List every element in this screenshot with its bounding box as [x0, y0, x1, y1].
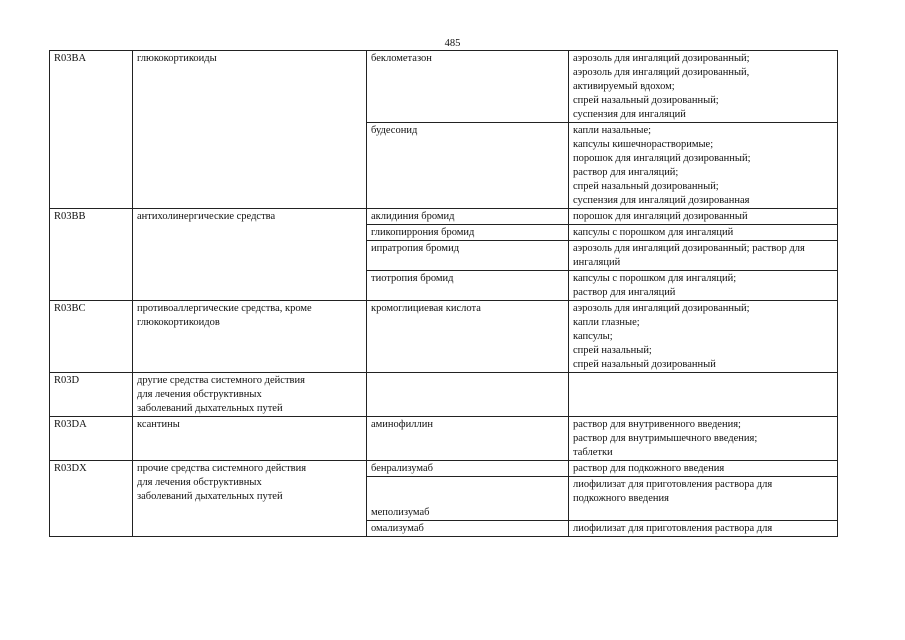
page-number: 485 — [444, 38, 461, 49]
dosage-form: раствор для подкожного введения — [573, 463, 725, 474]
forms-cell — [569, 209, 838, 225]
dosage-form: капсулы; — [573, 331, 613, 342]
group-name: заболеваний дыхательных путей — [137, 491, 283, 502]
dosage-form: активируемый вдохом; — [573, 81, 675, 92]
group-name: антихолинергические средства — [137, 211, 276, 222]
group-cell — [133, 209, 367, 301]
atc-code: R03BC — [54, 303, 86, 314]
table-row — [50, 51, 838, 123]
forms-cell — [569, 477, 838, 521]
drug-name: меполизумаб — [371, 507, 430, 518]
dosage-form: капли глазные; — [573, 317, 640, 328]
group-name: ксантины — [137, 419, 180, 430]
drug-cell — [367, 477, 569, 521]
table-row — [50, 461, 838, 477]
group-name: противоаллергические средства, кроме — [137, 303, 312, 314]
drug-cell — [367, 51, 569, 123]
drug-classification-table — [49, 50, 838, 537]
forms-cell — [569, 301, 838, 373]
drug-cell — [367, 123, 569, 209]
forms-cell — [569, 521, 838, 537]
group-name: заболеваний дыхательных путей — [137, 403, 283, 414]
table-row — [50, 301, 838, 373]
drug-name: гликопиррония бромид — [371, 227, 475, 238]
dosage-form: порошок для ингаляций дозированный — [573, 211, 748, 222]
drug-name: тиотропия бромид — [371, 273, 454, 284]
forms-cell — [569, 123, 838, 209]
dosage-form: аэрозоль для ингаляций дозированный; раствор для ингаляций — [573, 243, 805, 268]
drug-cell — [367, 417, 569, 461]
dosage-form: спрей назальный дозированный — [573, 359, 716, 370]
dosage-form: раствор для ингаляций — [573, 287, 676, 298]
drug-cell — [367, 241, 569, 271]
dosage-form: таблетки — [573, 447, 613, 458]
drug-cell — [367, 461, 569, 477]
drug-name: беклометазон — [371, 53, 432, 64]
table-row — [50, 373, 838, 417]
dosage-form: раствор для внутримышечного введения; — [573, 433, 758, 444]
dosage-form: лиофилизат для приготовления раствора для — [573, 479, 773, 490]
dosage-form: спрей назальный; — [573, 345, 652, 356]
group-name: прочие средства системного действия — [137, 463, 307, 474]
group-cell — [133, 301, 367, 373]
atc-code-cell — [50, 417, 133, 461]
atc-code: R03D — [54, 375, 80, 386]
dosage-form: порошок для ингаляций дозированный; — [573, 153, 751, 164]
forms-cell — [569, 51, 838, 123]
drug-name: кромоглициевая кислота — [371, 303, 481, 314]
group-cell — [133, 461, 367, 537]
group-name: для лечения обструктивных — [137, 389, 262, 400]
dosage-form: капсулы кишечнорастворимые; — [573, 139, 714, 150]
group-name: для лечения обструктивных — [137, 477, 262, 488]
dosage-form: лиофилизат для приготовления раствора для — [573, 523, 773, 534]
atc-code-cell — [50, 51, 133, 209]
forms-cell — [569, 225, 838, 241]
drug-name: будесонид — [371, 125, 418, 136]
drug-cell — [367, 271, 569, 301]
forms-cell — [569, 417, 838, 461]
dosage-form: раствор для ингаляций; — [573, 167, 679, 178]
atc-code-cell — [50, 461, 133, 537]
table-row — [50, 417, 838, 461]
group-name: другие средства системного действия — [137, 375, 305, 386]
dosage-form: капсулы с порошком для ингаляций — [573, 227, 734, 238]
group-cell — [133, 51, 367, 209]
dosage-form: раствор для внутривенного введения; — [573, 419, 741, 430]
drug-cell — [367, 521, 569, 537]
atc-code: R03BA — [54, 53, 87, 64]
dosage-form: спрей назальный дозированный; — [573, 181, 719, 192]
forms-cell — [569, 241, 838, 271]
atc-code-cell — [50, 301, 133, 373]
group-name: глюкокортикоидов — [137, 317, 220, 328]
dosage-form: капли назальные; — [573, 125, 652, 136]
dosage-form: капсулы с порошком для ингаляций; — [573, 273, 737, 284]
drug-cell — [367, 209, 569, 225]
dosage-form: подкожного введения — [573, 493, 669, 504]
forms-cell — [569, 271, 838, 301]
group-name: глюкокортикоиды — [137, 53, 217, 64]
drug-cell — [367, 301, 569, 373]
forms-cell — [569, 461, 838, 477]
drug-name: бенрализумаб — [371, 463, 433, 474]
dosage-form: аэрозоль для ингаляций дозированный; — [573, 303, 750, 314]
atc-code-cell — [50, 373, 133, 417]
atc-code: R03BB — [54, 211, 86, 222]
table-row — [50, 209, 838, 225]
drug-name: аминофиллин — [371, 419, 433, 430]
dosage-form: аэрозоль для ингаляций дозированный, — [573, 67, 750, 78]
dosage-form: спрей назальный дозированный; — [573, 95, 719, 106]
drug-name: омализумаб — [371, 523, 424, 534]
atc-code: R03DX — [54, 463, 87, 474]
dosage-form: аэрозоль для ингаляций дозированный; — [573, 53, 750, 64]
drug-name: ипратропия бромид — [371, 243, 460, 254]
atc-code: R03DA — [54, 419, 87, 430]
drug-cell — [367, 373, 569, 417]
dosage-form: суспензия для ингаляций дозированная — [573, 195, 750, 206]
group-cell — [133, 417, 367, 461]
drug-name: аклидиния бромид — [371, 211, 455, 222]
dosage-form: суспензия для ингаляций — [573, 109, 686, 120]
group-cell — [133, 373, 367, 417]
drug-cell — [367, 225, 569, 241]
forms-cell — [569, 373, 838, 417]
atc-code-cell — [50, 209, 133, 301]
